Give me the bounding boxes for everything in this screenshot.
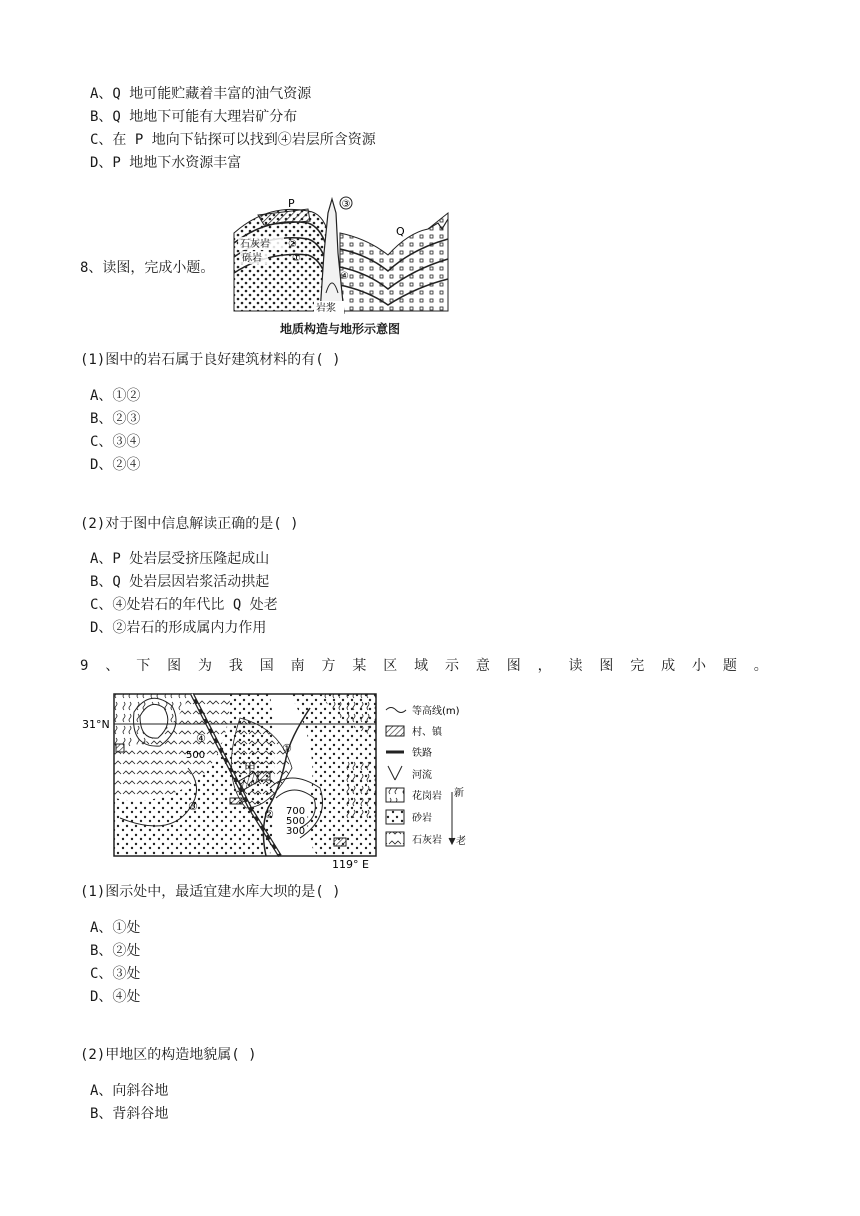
q7-option-c: C、在 P 地向下钻探可以找到④岩层所含资源 [90, 132, 376, 148]
fig9-place-label: 甲 [244, 761, 257, 775]
q8-sub2-stem: (2)对于图中信息解读正确的是( ) [80, 516, 299, 532]
regional-map-figure [80, 688, 480, 868]
fig9-marker-one: ① [282, 742, 292, 755]
fig8-caption: 地质构造与地形示意图 [279, 322, 400, 336]
fig9-contour-700: 700 [286, 806, 306, 817]
fig8-label-one: ① [292, 253, 301, 264]
q7-option-b: B、Q 地地下可能有大理岩矿分布 [90, 109, 298, 125]
legend-old-label: 老 [456, 836, 466, 847]
fig8-label-p: P [288, 197, 295, 210]
q9-sub2-option-b: B、背斜谷地 [90, 1106, 169, 1122]
q7-option-d: D、P 地地下水资源丰富 [90, 155, 242, 171]
q8-sub1-option-b: B、②③ [90, 411, 141, 427]
fig8-label-magma: 岩浆 [316, 303, 336, 314]
fig8-label-q: Q [396, 225, 405, 238]
legend-village-label: 村、镇 [412, 727, 442, 738]
legend-limestone-label: 石灰岩 [412, 835, 442, 846]
fig9-marker-four: ④ [196, 732, 206, 745]
legend-river-label: 河流 [412, 770, 432, 781]
fig8-label-limestone: 石灰岩 [240, 239, 270, 250]
q8-sub1-option-c: C、③④ [90, 434, 141, 450]
q8-sub2-option-c: C、④处岩石的年代比 Q 处老 [90, 597, 278, 613]
legend-sandstone-label: 砂岩 [412, 813, 432, 824]
q9-sub2-option-a: A、向斜谷地 [90, 1083, 169, 1099]
q8-sub1-stem: (1)图中的岩石属于良好建筑材料的有( ) [80, 352, 341, 368]
q8-sub2-option-a: A、P 处岩层受挤压隆起成山 [90, 551, 270, 567]
geologic-structure-figure [228, 193, 452, 317]
fig9-contour-300: 300 [286, 826, 306, 837]
legend-new-label: 新 [454, 788, 464, 799]
fig9-marker-three: ③ [188, 800, 198, 813]
q8-stem: 8、读图，完成小题。 [80, 260, 215, 276]
fig9-contour-500b: 500 [286, 816, 306, 827]
fig9-lat-label: 31°N [82, 718, 110, 731]
fig8-label-gravel: 砾岩 [242, 253, 262, 264]
fig8-label-two: ② [288, 239, 297, 250]
legend-contour-label: 等高线(m) [412, 706, 460, 717]
q9-sub1-option-c: C、③处 [90, 966, 141, 982]
fig9-contour-500a: 500 [186, 750, 206, 761]
q9-sub2-stem: (2)甲地区的构造地貌属( ) [80, 1047, 257, 1063]
q8-sub1-option-a: A、①② [90, 388, 141, 404]
legend-railway-label: 铁路 [412, 748, 432, 759]
q8-sub2-option-d: D、②岩石的形成属内力作用 [90, 620, 267, 636]
fig8-label-three: ③ [341, 199, 351, 210]
q9-sub1-option-a: A、①处 [90, 920, 141, 936]
q9-sub1-stem: (1)图示处中，最适宜建水库大坝的是( ) [80, 884, 341, 900]
legend-granite-label: 花岗岩 [412, 791, 442, 802]
fig8-label-four: ④ [340, 271, 349, 282]
q9-stem: 9 、 下 图 为 我 国 南 方 某 区 域 示 意 图 ， 读 图 完 成 小 题 。 [80, 658, 768, 674]
q8-sub1-option-d: D、②④ [90, 457, 141, 473]
q9-sub1-option-b: B、②处 [90, 943, 141, 959]
q7-option-a: A、Q 地可能贮藏着丰富的油气资源 [90, 86, 312, 102]
fig9-lon-label: 119° E [332, 858, 369, 868]
fig9-marker-two: ② [264, 808, 274, 821]
fig9-legend [386, 704, 466, 847]
q8-sub2-option-b: B、Q 处岩层因岩浆活动拱起 [90, 574, 270, 590]
q9-sub1-option-d: D、④处 [90, 989, 141, 1005]
